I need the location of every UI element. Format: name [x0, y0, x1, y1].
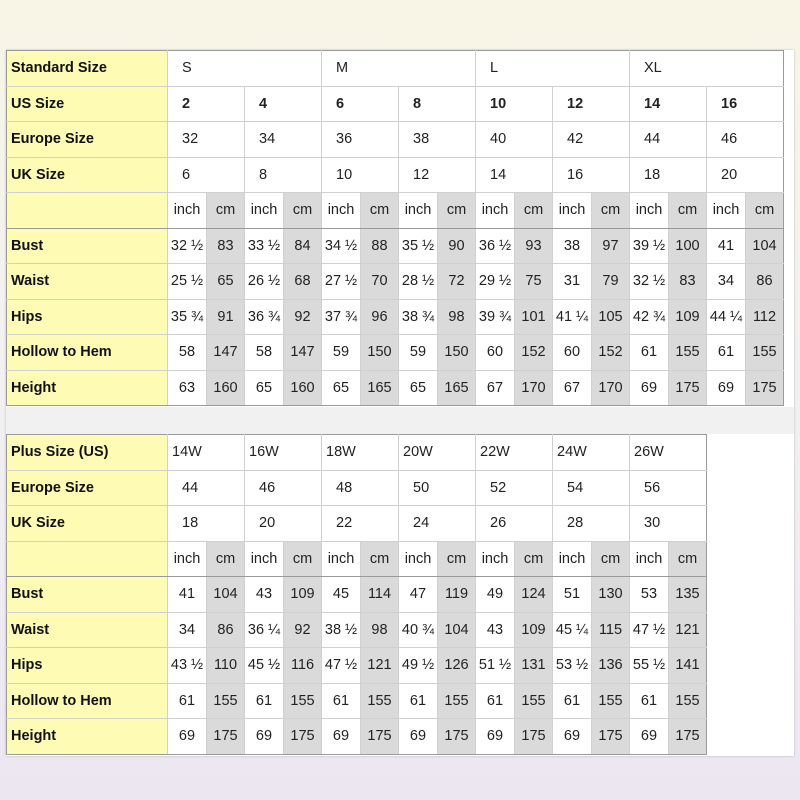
standard-size-table	[6, 50, 784, 406]
inch-value-cell: 41	[707, 228, 746, 264]
inch-value-cell: 53 ½	[553, 648, 592, 684]
measurement-row-hollow-to-hem	[7, 683, 707, 719]
inch-value-cell: 65	[399, 370, 438, 406]
cm-value-cell: 121	[669, 612, 707, 648]
unit-cm: cm	[592, 541, 630, 577]
europe-size-cell: 56	[630, 470, 707, 506]
inch-value-cell: 36 ½	[476, 228, 515, 264]
inch-value-cell: 36 ¾	[245, 299, 284, 335]
cm-value-cell: 155	[515, 683, 553, 719]
size-chart	[6, 50, 794, 756]
inch-value-cell: 69	[476, 719, 515, 755]
row-label: Hollow to Hem	[7, 335, 168, 371]
inch-value-cell: 47	[399, 577, 438, 613]
inch-value-cell: 33 ½	[245, 228, 284, 264]
unit-cm: cm	[284, 193, 322, 229]
europe-size-cell: 44	[630, 122, 707, 158]
uk-size-cell: 16	[553, 157, 630, 193]
europe-size-cell: 46	[245, 470, 322, 506]
plus-size-cell: 22W	[476, 435, 553, 471]
inch-value-cell: 61	[399, 683, 438, 719]
europe-size-row	[7, 122, 784, 158]
cm-value-cell: 175	[592, 719, 630, 755]
cm-value-cell: 155	[669, 335, 707, 371]
inch-value-cell: 42 ¾	[630, 299, 669, 335]
unit-cm: cm	[669, 193, 707, 229]
cm-value-cell: 175	[669, 370, 707, 406]
unit-cm: cm	[207, 193, 245, 229]
plus-unit-row	[7, 541, 707, 577]
cm-value-cell: 110	[207, 648, 245, 684]
inch-value-cell: 61	[322, 683, 361, 719]
cm-value-cell: 90	[438, 228, 476, 264]
standard-size-row	[7, 51, 784, 87]
cm-value-cell: 75	[515, 264, 553, 300]
cm-value-cell: 91	[207, 299, 245, 335]
europe-size-cell: 50	[399, 470, 476, 506]
row-label: Waist	[7, 612, 168, 648]
cm-value-cell: 98	[438, 299, 476, 335]
unit-cm: cm	[361, 193, 399, 229]
cm-value-cell: 100	[669, 228, 707, 264]
cm-value-cell: 88	[361, 228, 399, 264]
cm-value-cell: 116	[284, 648, 322, 684]
cm-value-cell: 170	[592, 370, 630, 406]
cm-value-cell: 104	[438, 612, 476, 648]
plus-size-cell: 14W	[168, 435, 245, 471]
cm-value-cell: 131	[515, 648, 553, 684]
unit-cm: cm	[746, 193, 784, 229]
inch-value-cell: 47 ½	[630, 612, 669, 648]
inch-value-cell: 55 ½	[630, 648, 669, 684]
europe-size-cell: 48	[322, 470, 399, 506]
cm-value-cell: 98	[361, 612, 399, 648]
blank-label-cell	[7, 541, 168, 577]
us-size-cell: 2	[168, 86, 245, 122]
us-size-cell: 12	[553, 86, 630, 122]
inch-value-cell: 35 ½	[399, 228, 438, 264]
inch-value-cell: 69	[399, 719, 438, 755]
inch-value-cell: 40 ¾	[399, 612, 438, 648]
inch-value-cell: 65	[245, 370, 284, 406]
europe-size-cell: 40	[476, 122, 553, 158]
unit-inch: inch	[399, 193, 438, 229]
cm-value-cell: 155	[592, 683, 630, 719]
europe-size-cell: 34	[245, 122, 322, 158]
inch-value-cell: 44 ¼	[707, 299, 746, 335]
uk-size-cell: 22	[322, 506, 399, 542]
plus-size-cell: 20W	[399, 435, 476, 471]
unit-cm: cm	[284, 541, 322, 577]
unit-inch: inch	[399, 541, 438, 577]
measurement-row-hollow-to-hem	[7, 335, 784, 371]
inch-value-cell: 35 ¾	[168, 299, 207, 335]
size-group-l: L	[476, 51, 630, 87]
cm-value-cell: 83	[207, 228, 245, 264]
cm-value-cell: 152	[515, 335, 553, 371]
cm-value-cell: 150	[361, 335, 399, 371]
cm-value-cell: 84	[284, 228, 322, 264]
measurement-row-waist	[7, 612, 707, 648]
row-label: Waist	[7, 264, 168, 300]
cm-value-cell: 160	[284, 370, 322, 406]
inch-value-cell: 39 ½	[630, 228, 669, 264]
us-size-cell: 6	[322, 86, 399, 122]
cm-value-cell: 121	[361, 648, 399, 684]
unit-inch: inch	[245, 193, 284, 229]
cm-value-cell: 175	[515, 719, 553, 755]
row-label: Plus Size (US)	[7, 435, 168, 471]
inch-value-cell: 38	[553, 228, 592, 264]
row-label: Hips	[7, 648, 168, 684]
uk-size-cell: 10	[322, 157, 399, 193]
row-label: Europe Size	[7, 470, 168, 506]
measurement-row-height	[7, 719, 707, 755]
inch-value-cell: 34	[168, 612, 207, 648]
measurement-row-hips	[7, 299, 784, 335]
cm-value-cell: 141	[669, 648, 707, 684]
cm-value-cell: 109	[515, 612, 553, 648]
us-size-row	[7, 86, 784, 122]
row-label: Hips	[7, 299, 168, 335]
europe-size-cell: 32	[168, 122, 245, 158]
plus-size-row	[7, 435, 707, 471]
unit-inch: inch	[245, 541, 284, 577]
us-size-cell: 16	[707, 86, 784, 122]
inch-value-cell: 45 ½	[245, 648, 284, 684]
cm-value-cell: 175	[669, 719, 707, 755]
cm-value-cell: 83	[669, 264, 707, 300]
cm-value-cell: 136	[592, 648, 630, 684]
unit-inch: inch	[168, 541, 207, 577]
cm-value-cell: 109	[284, 577, 322, 613]
row-label: Height	[7, 719, 168, 755]
cm-value-cell: 92	[284, 612, 322, 648]
plus-size-cell: 18W	[322, 435, 399, 471]
plus-measurements	[7, 577, 707, 755]
plus-size-cell: 16W	[245, 435, 322, 471]
cm-value-cell: 170	[515, 370, 553, 406]
cm-value-cell: 96	[361, 299, 399, 335]
plus-europe-size-row	[7, 470, 707, 506]
unit-inch: inch	[322, 193, 361, 229]
unit-cm: cm	[361, 541, 399, 577]
row-label: Standard Size	[7, 51, 168, 87]
plus-size-table	[6, 434, 707, 755]
measurement-row-bust	[7, 577, 707, 613]
size-group-xl: XL	[630, 51, 784, 87]
inch-value-cell: 45 ¼	[553, 612, 592, 648]
inch-value-cell: 69	[707, 370, 746, 406]
uk-size-cell: 6	[168, 157, 245, 193]
unit-inch: inch	[630, 541, 669, 577]
uk-size-cell: 20	[245, 506, 322, 542]
unit-inch: inch	[553, 193, 592, 229]
blank-label-cell	[7, 193, 168, 229]
row-label: Hollow to Hem	[7, 683, 168, 719]
cm-value-cell: 70	[361, 264, 399, 300]
inch-value-cell: 51 ½	[476, 648, 515, 684]
inch-value-cell: 67	[553, 370, 592, 406]
inch-value-cell: 69	[168, 719, 207, 755]
unit-cm: cm	[438, 541, 476, 577]
cm-value-cell: 150	[438, 335, 476, 371]
row-label: Europe Size	[7, 122, 168, 158]
unit-inch: inch	[476, 193, 515, 229]
inch-value-cell: 41 ¼	[553, 299, 592, 335]
inch-value-cell: 61	[476, 683, 515, 719]
unit-cm: cm	[438, 193, 476, 229]
cm-value-cell: 155	[669, 683, 707, 719]
cm-value-cell: 104	[746, 228, 784, 264]
europe-size-cell: 46	[707, 122, 784, 158]
inch-value-cell: 69	[322, 719, 361, 755]
inch-value-cell: 34 ½	[322, 228, 361, 264]
uk-size-cell: 18	[168, 506, 245, 542]
europe-size-cell: 54	[553, 470, 630, 506]
cm-value-cell: 65	[207, 264, 245, 300]
cm-value-cell: 165	[361, 370, 399, 406]
cm-value-cell: 152	[592, 335, 630, 371]
inch-value-cell: 47 ½	[322, 648, 361, 684]
cm-value-cell: 97	[592, 228, 630, 264]
cm-value-cell: 175	[284, 719, 322, 755]
cm-value-cell: 155	[207, 683, 245, 719]
cm-value-cell: 126	[438, 648, 476, 684]
unit-inch: inch	[553, 541, 592, 577]
inch-value-cell: 32 ½	[168, 228, 207, 264]
us-size-cell: 14	[630, 86, 707, 122]
inch-value-cell: 58	[168, 335, 207, 371]
europe-size-cell: 52	[476, 470, 553, 506]
inch-value-cell: 59	[399, 335, 438, 371]
inch-value-cell: 43 ½	[168, 648, 207, 684]
inch-value-cell: 61	[630, 683, 669, 719]
uk-size-cell: 26	[476, 506, 553, 542]
inch-value-cell: 53	[630, 577, 669, 613]
cm-value-cell: 175	[207, 719, 245, 755]
cm-value-cell: 155	[438, 683, 476, 719]
inch-value-cell: 65	[322, 370, 361, 406]
cm-value-cell: 104	[207, 577, 245, 613]
cm-value-cell: 147	[207, 335, 245, 371]
cm-value-cell: 147	[284, 335, 322, 371]
uk-size-cell: 14	[476, 157, 553, 193]
cm-value-cell: 155	[361, 683, 399, 719]
cm-value-cell: 115	[592, 612, 630, 648]
europe-size-cell: 42	[553, 122, 630, 158]
inch-value-cell: 60	[476, 335, 515, 371]
uk-size-cell: 30	[630, 506, 707, 542]
cm-value-cell: 124	[515, 577, 553, 613]
uk-size-cell: 12	[399, 157, 476, 193]
cm-value-cell: 165	[438, 370, 476, 406]
inch-value-cell: 51	[553, 577, 592, 613]
cm-value-cell: 175	[438, 719, 476, 755]
us-size-cell: 8	[399, 86, 476, 122]
cm-value-cell: 130	[592, 577, 630, 613]
cm-value-cell: 155	[746, 335, 784, 371]
inch-value-cell: 60	[553, 335, 592, 371]
inch-value-cell: 69	[553, 719, 592, 755]
cm-value-cell: 155	[284, 683, 322, 719]
cm-value-cell: 105	[592, 299, 630, 335]
measurement-row-hips	[7, 648, 707, 684]
measurement-row-bust	[7, 228, 784, 264]
europe-size-cell: 38	[399, 122, 476, 158]
cm-value-cell: 101	[515, 299, 553, 335]
row-label: US Size	[7, 86, 168, 122]
inch-value-cell: 28 ½	[399, 264, 438, 300]
inch-value-cell: 26 ½	[245, 264, 284, 300]
inch-value-cell: 59	[322, 335, 361, 371]
europe-size-cell: 36	[322, 122, 399, 158]
cm-value-cell: 86	[746, 264, 784, 300]
size-group-s: S	[168, 51, 322, 87]
inch-value-cell: 38 ½	[322, 612, 361, 648]
uk-size-cell: 8	[245, 157, 322, 193]
inch-value-cell: 43	[245, 577, 284, 613]
cm-value-cell: 175	[746, 370, 784, 406]
inch-value-cell: 29 ½	[476, 264, 515, 300]
inch-value-cell: 69	[630, 370, 669, 406]
inch-value-cell: 61	[553, 683, 592, 719]
inch-value-cell: 61	[630, 335, 669, 371]
cm-value-cell: 86	[207, 612, 245, 648]
europe-size-cell: 44	[168, 470, 245, 506]
inch-value-cell: 36 ¼	[245, 612, 284, 648]
unit-inch: inch	[168, 193, 207, 229]
cm-value-cell: 109	[669, 299, 707, 335]
unit-inch: inch	[630, 193, 669, 229]
cm-value-cell: 68	[284, 264, 322, 300]
inch-value-cell: 49 ½	[399, 648, 438, 684]
cm-value-cell: 93	[515, 228, 553, 264]
unit-cm: cm	[515, 541, 553, 577]
inch-value-cell: 45	[322, 577, 361, 613]
cm-value-cell: 119	[438, 577, 476, 613]
cm-value-cell: 114	[361, 577, 399, 613]
uk-size-cell: 24	[399, 506, 476, 542]
measurement-row-waist	[7, 264, 784, 300]
unit-cm: cm	[592, 193, 630, 229]
us-size-cell: 10	[476, 86, 553, 122]
inch-value-cell: 37 ¾	[322, 299, 361, 335]
plus-size-cell: 24W	[553, 435, 630, 471]
unit-inch: inch	[322, 541, 361, 577]
unit-cm: cm	[669, 541, 707, 577]
inch-value-cell: 69	[245, 719, 284, 755]
row-label: Bust	[7, 228, 168, 264]
inch-value-cell: 49	[476, 577, 515, 613]
unit-inch: inch	[707, 193, 746, 229]
row-label: Bust	[7, 577, 168, 613]
unit-cm: cm	[207, 541, 245, 577]
uk-size-cell: 28	[553, 506, 630, 542]
inch-value-cell: 25 ½	[168, 264, 207, 300]
row-label: UK Size	[7, 157, 168, 193]
inch-value-cell: 41	[168, 577, 207, 613]
inch-value-cell: 31	[553, 264, 592, 300]
inch-value-cell: 39 ¾	[476, 299, 515, 335]
inch-value-cell: 27 ½	[322, 264, 361, 300]
cm-value-cell: 160	[207, 370, 245, 406]
inch-value-cell: 61	[245, 683, 284, 719]
inch-value-cell: 34	[707, 264, 746, 300]
cm-value-cell: 135	[669, 577, 707, 613]
inch-value-cell: 61	[707, 335, 746, 371]
section-divider	[6, 407, 794, 434]
cm-value-cell: 92	[284, 299, 322, 335]
inch-value-cell: 67	[476, 370, 515, 406]
cm-value-cell: 72	[438, 264, 476, 300]
standard-measurements	[7, 228, 784, 406]
measurement-row-height	[7, 370, 784, 406]
inch-value-cell: 63	[168, 370, 207, 406]
row-label: UK Size	[7, 506, 168, 542]
cm-value-cell: 175	[361, 719, 399, 755]
size-group-m: M	[322, 51, 476, 87]
cm-value-cell: 79	[592, 264, 630, 300]
unit-inch: inch	[476, 541, 515, 577]
inch-value-cell: 43	[476, 612, 515, 648]
plus-size-cell: 26W	[630, 435, 707, 471]
inch-value-cell: 32 ½	[630, 264, 669, 300]
us-size-cell: 4	[245, 86, 322, 122]
uk-size-cell: 18	[630, 157, 707, 193]
unit-cm: cm	[515, 193, 553, 229]
row-label: Height	[7, 370, 168, 406]
inch-value-cell: 69	[630, 719, 669, 755]
inch-value-cell: 61	[168, 683, 207, 719]
inch-value-cell: 58	[245, 335, 284, 371]
unit-row	[7, 193, 784, 229]
cm-value-cell: 112	[746, 299, 784, 335]
plus-uk-size-row	[7, 506, 707, 542]
uk-size-cell: 20	[707, 157, 784, 193]
inch-value-cell: 38 ¾	[399, 299, 438, 335]
uk-size-row	[7, 157, 784, 193]
